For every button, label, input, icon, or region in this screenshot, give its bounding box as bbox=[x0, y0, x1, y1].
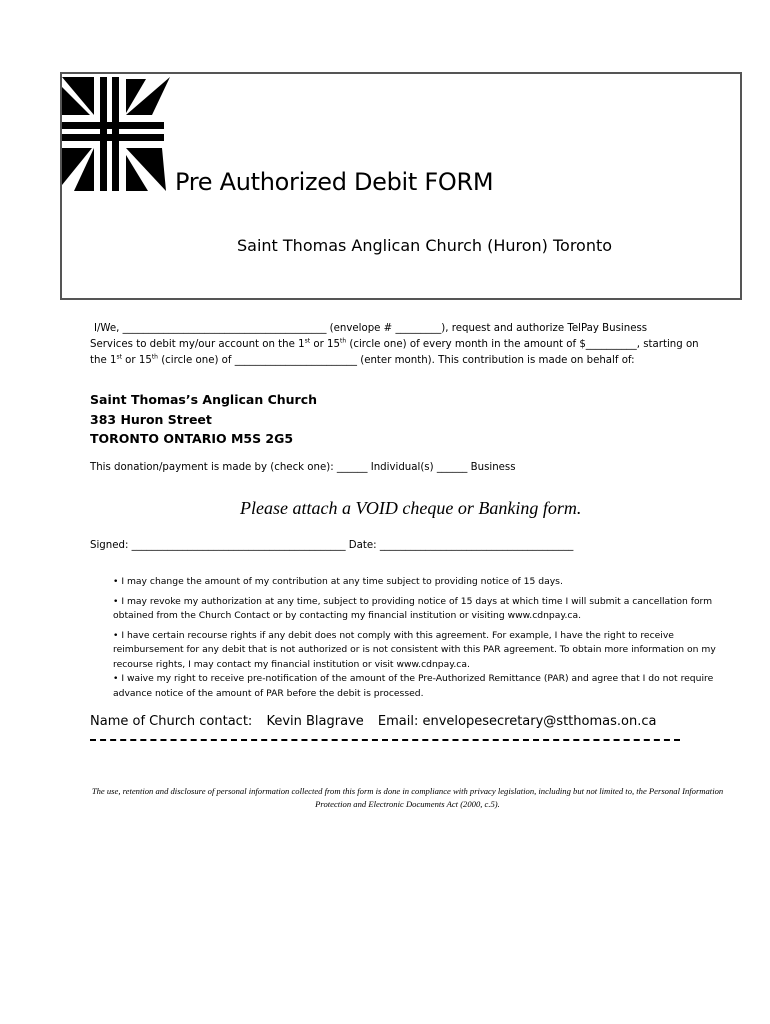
church-address bbox=[90, 390, 317, 449]
authorization-paragraph bbox=[90, 321, 720, 369]
church-title: Saint Thomas Anglican Church (Huron) Toronto bbox=[237, 236, 613, 255]
anglican-cross-logo-icon bbox=[62, 75, 172, 193]
term-item: • I have certain recourse rights if any debit does not comply with this agreement. For example, I have the right to receive reimbursement for any debit that is not authorized or is not consistent with this PAR agreement. To obtain more information on my recourse rights, I may contact my financial institution or visit www.cdnpay.ca. bbox=[113, 629, 716, 670]
signature-date-line[interactable]: Signed: __________________________________________ Date: ______________________________________ bbox=[90, 540, 574, 551]
contact-email[interactable]: Email: envelopesecretary@stthomas.on.ca bbox=[377, 714, 657, 729]
intro-line-1: I/We, ________________________________________ (envelope # _________), request and authorize TelPay Business bbox=[94, 323, 648, 334]
address-city: TORONTO ONTARIO M5S 2G5 bbox=[90, 431, 294, 446]
void-cheque-note: Please attach a VOID cheque or Banking form. bbox=[240, 498, 582, 518]
privacy-notice: The use, retention and disclosure of personal information collected from this form is done in compliance with privacy legislation, including but not limited to, the Personal Information Protection and Electronic Documents Act (2000, c.5). bbox=[91, 786, 724, 809]
donation-type-line[interactable]: This donation/payment is made by (check one): ______ Individual(s) ______ Business bbox=[90, 462, 516, 473]
cut-line-divider bbox=[90, 739, 680, 741]
church-contact-line bbox=[90, 714, 656, 729]
term-item: • I may change the amount of my contribution at any time subject to providing notice of 15 days. bbox=[113, 576, 563, 587]
term-item: • I may revoke my authorization at any time, subject to providing notice of 15 days at which time I will submit a cancellation form obtained from the Church Contact or by contacting my financial institution or visiting www.cdnpay.ca. bbox=[113, 595, 713, 621]
contact-label: Name of Church contact: bbox=[90, 714, 253, 729]
terms-list bbox=[113, 575, 728, 706]
term-item: • I waive my right to receive pre-notification of the amount of the Pre-Authorized Remittance (PAR) and agree that I do not require advance notice of the amount of PAR before the debit is processed. bbox=[113, 673, 714, 699]
contact-name: Kevin Blagrave bbox=[266, 714, 364, 729]
form-title: Pre Authorized Debit FORM bbox=[175, 168, 494, 196]
address-name: Saint Thomas’s Anglican Church bbox=[90, 392, 318, 407]
intro-line-3: the 1st or 15th (circle one) of ________________________ (enter month). This contribution is made on behalf of: bbox=[90, 353, 635, 366]
intro-line-2: Services to debit my/our account on the 1st or 15th (circle one) of every month in the amount of $__________, starting on bbox=[90, 337, 699, 350]
address-street: 383 Huron Street bbox=[90, 411, 212, 427]
